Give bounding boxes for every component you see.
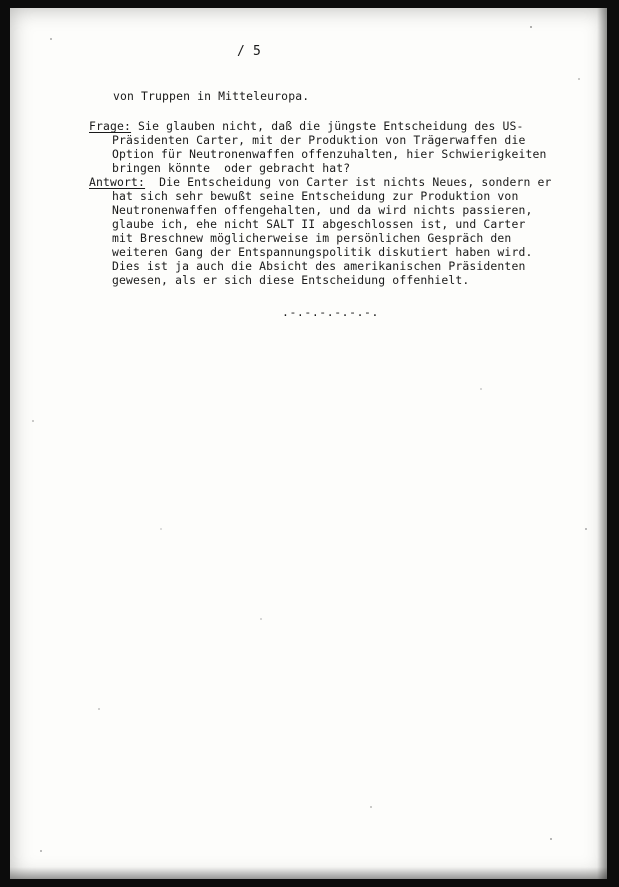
answer-line: mit Breschnew möglicherweise im persönlichen Gespräch den xyxy=(112,231,512,245)
answer-line: weiteren Gang der Entspannungspolitik diskutiert haben wird. xyxy=(112,245,533,259)
question-line: Option für Neutronenwaffen offenzuhalten, hier Schwierigkeiten xyxy=(112,147,547,161)
answer-line: glaube ich, ehe nicht SALT II abgeschlossen ist, und Carter xyxy=(112,217,526,231)
question-line: bringen könnte oder gebracht hat? xyxy=(112,161,351,175)
question-label: Frage: xyxy=(89,119,132,133)
scan-speck xyxy=(530,26,532,28)
scan-speck xyxy=(50,38,52,40)
question-line: Sie glauben nicht, daß die jüngste Entscheidung des US- xyxy=(131,119,524,133)
scan-speck xyxy=(32,420,34,422)
answer-line: gewesen, als er sich diese Entscheidung offenhielt. xyxy=(112,273,470,287)
answer-label: Antwort: xyxy=(89,175,146,189)
question-line: Präsidenten Carter, mit der Produktion von Trägerwaffen die xyxy=(112,133,526,147)
scan-speck xyxy=(160,528,162,530)
answer-line: hat sich sehr bewußt seine Entscheidung zur Produktion von xyxy=(112,189,519,203)
paper-edge-shadow xyxy=(597,8,607,879)
scan-speck xyxy=(578,78,580,80)
scan-speck xyxy=(40,850,42,852)
scan-speck xyxy=(585,528,587,530)
section-separator: .-.-.-.-.-.-. xyxy=(282,305,379,319)
document-page xyxy=(10,8,607,879)
scan-speck xyxy=(98,708,100,710)
answer-line: Dies ist ja auch die Absicht des amerikanischen Präsidenten xyxy=(112,259,526,273)
paper-edge-shadow xyxy=(10,867,607,879)
scan-speck xyxy=(370,806,372,808)
scan-speck xyxy=(550,838,552,840)
answer-line: Die Entscheidung von Carter ist nichts Neues, sondern er xyxy=(145,175,552,189)
carryover-line: von Truppen in Mitteleuropa. xyxy=(113,89,310,103)
page-number: / 5 xyxy=(237,44,261,59)
answer-line: Neutronenwaffen offengehalten, und da wird nichts passieren, xyxy=(112,203,533,217)
question-first-line xyxy=(89,119,523,134)
scan-speck xyxy=(480,388,482,390)
scan-speck xyxy=(260,618,262,620)
answer-first-line xyxy=(89,175,552,190)
